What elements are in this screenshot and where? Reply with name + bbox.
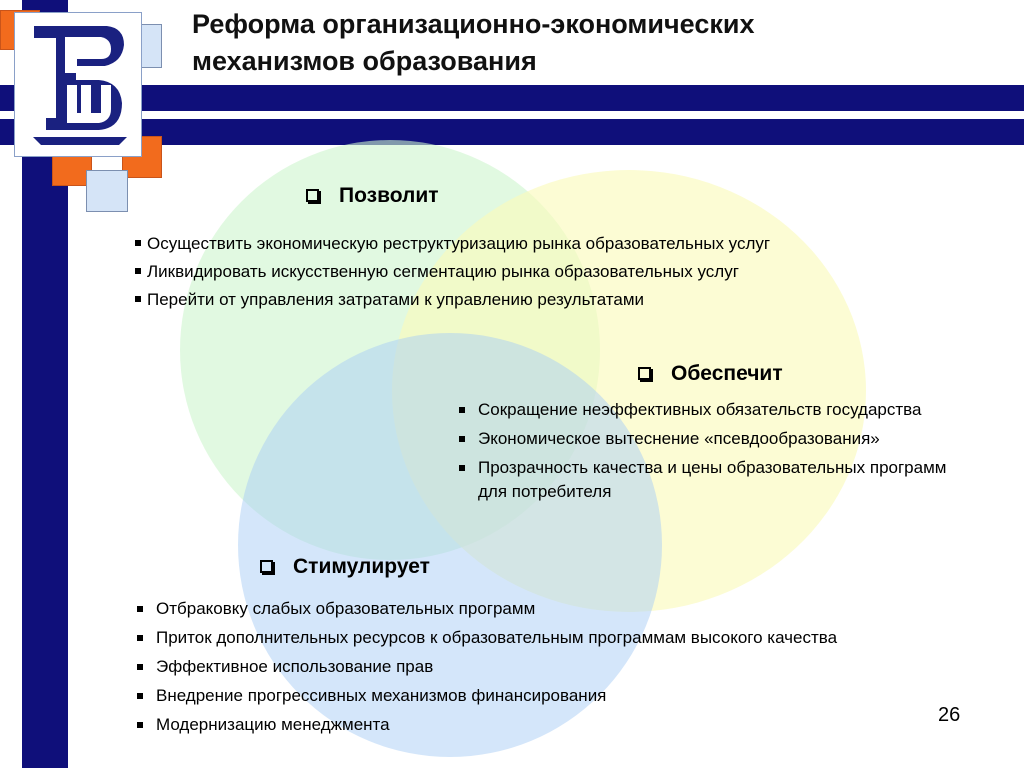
ensure-list bbox=[456, 398, 1004, 509]
top-navy-stripe bbox=[0, 85, 1024, 111]
square-bullet-icon bbox=[459, 407, 465, 413]
list-item: Модернизацию менеджмента bbox=[134, 713, 874, 737]
heading-ensure-label: Обеспечит bbox=[671, 362, 783, 385]
list-item: Эффективное использование прав bbox=[134, 655, 874, 679]
list-item: Экономическое вытеснение «псевдообразования» bbox=[456, 427, 1004, 451]
square-bullet-icon bbox=[137, 606, 143, 612]
allow-list bbox=[135, 230, 770, 314]
checkbox-bullet-icon bbox=[306, 189, 319, 202]
square-bullet-icon bbox=[135, 240, 141, 246]
square-bullet-icon bbox=[135, 296, 141, 302]
page-number: 26 bbox=[938, 704, 961, 726]
square-bullet-icon bbox=[135, 268, 141, 274]
square-bullet-icon bbox=[459, 465, 465, 471]
title-line-1: Реформа организационно-экономических bbox=[192, 9, 755, 39]
stimulate-list bbox=[134, 597, 874, 742]
slide-title bbox=[192, 6, 1012, 80]
logo-emblem-icon bbox=[15, 13, 141, 156]
university-logo bbox=[14, 12, 142, 157]
list-item: Осуществить экономическую реструктуризацию рынка образовательных услуг bbox=[135, 230, 770, 258]
list-item: Отбраковку слабых образовательных программ bbox=[134, 597, 874, 621]
square-bullet-icon bbox=[137, 693, 143, 699]
checkbox-bullet-icon bbox=[260, 560, 273, 573]
blue-square-decoration bbox=[86, 170, 128, 212]
list-item: Прозрачность качества и цены образовательных программ для потребителя bbox=[456, 456, 958, 504]
heading-ensure bbox=[638, 362, 783, 386]
list-item: Ликвидировать искусственную сегментацию рынка образовательных услуг bbox=[135, 258, 770, 286]
heading-stimulate bbox=[260, 555, 430, 579]
heading-stimulate-label: Стимулирует bbox=[293, 555, 430, 578]
square-bullet-icon bbox=[459, 436, 465, 442]
square-bullet-icon bbox=[137, 664, 143, 670]
list-item: Перейти от управления затратами к управлению результатами bbox=[135, 286, 770, 314]
list-item: Приток дополнительных ресурсов к образовательным программам высокого качества bbox=[134, 626, 876, 650]
list-item: Внедрение прогрессивных механизмов финансирования bbox=[134, 684, 874, 708]
heading-allow-label: Позволит bbox=[339, 184, 439, 207]
heading-allow bbox=[306, 184, 439, 208]
checkbox-bullet-icon bbox=[638, 367, 651, 380]
square-bullet-icon bbox=[137, 635, 143, 641]
list-item: Сокращение неэффективных обязательств государства bbox=[456, 398, 1004, 422]
square-bullet-icon bbox=[137, 722, 143, 728]
title-line-2: механизмов образования bbox=[192, 46, 537, 76]
